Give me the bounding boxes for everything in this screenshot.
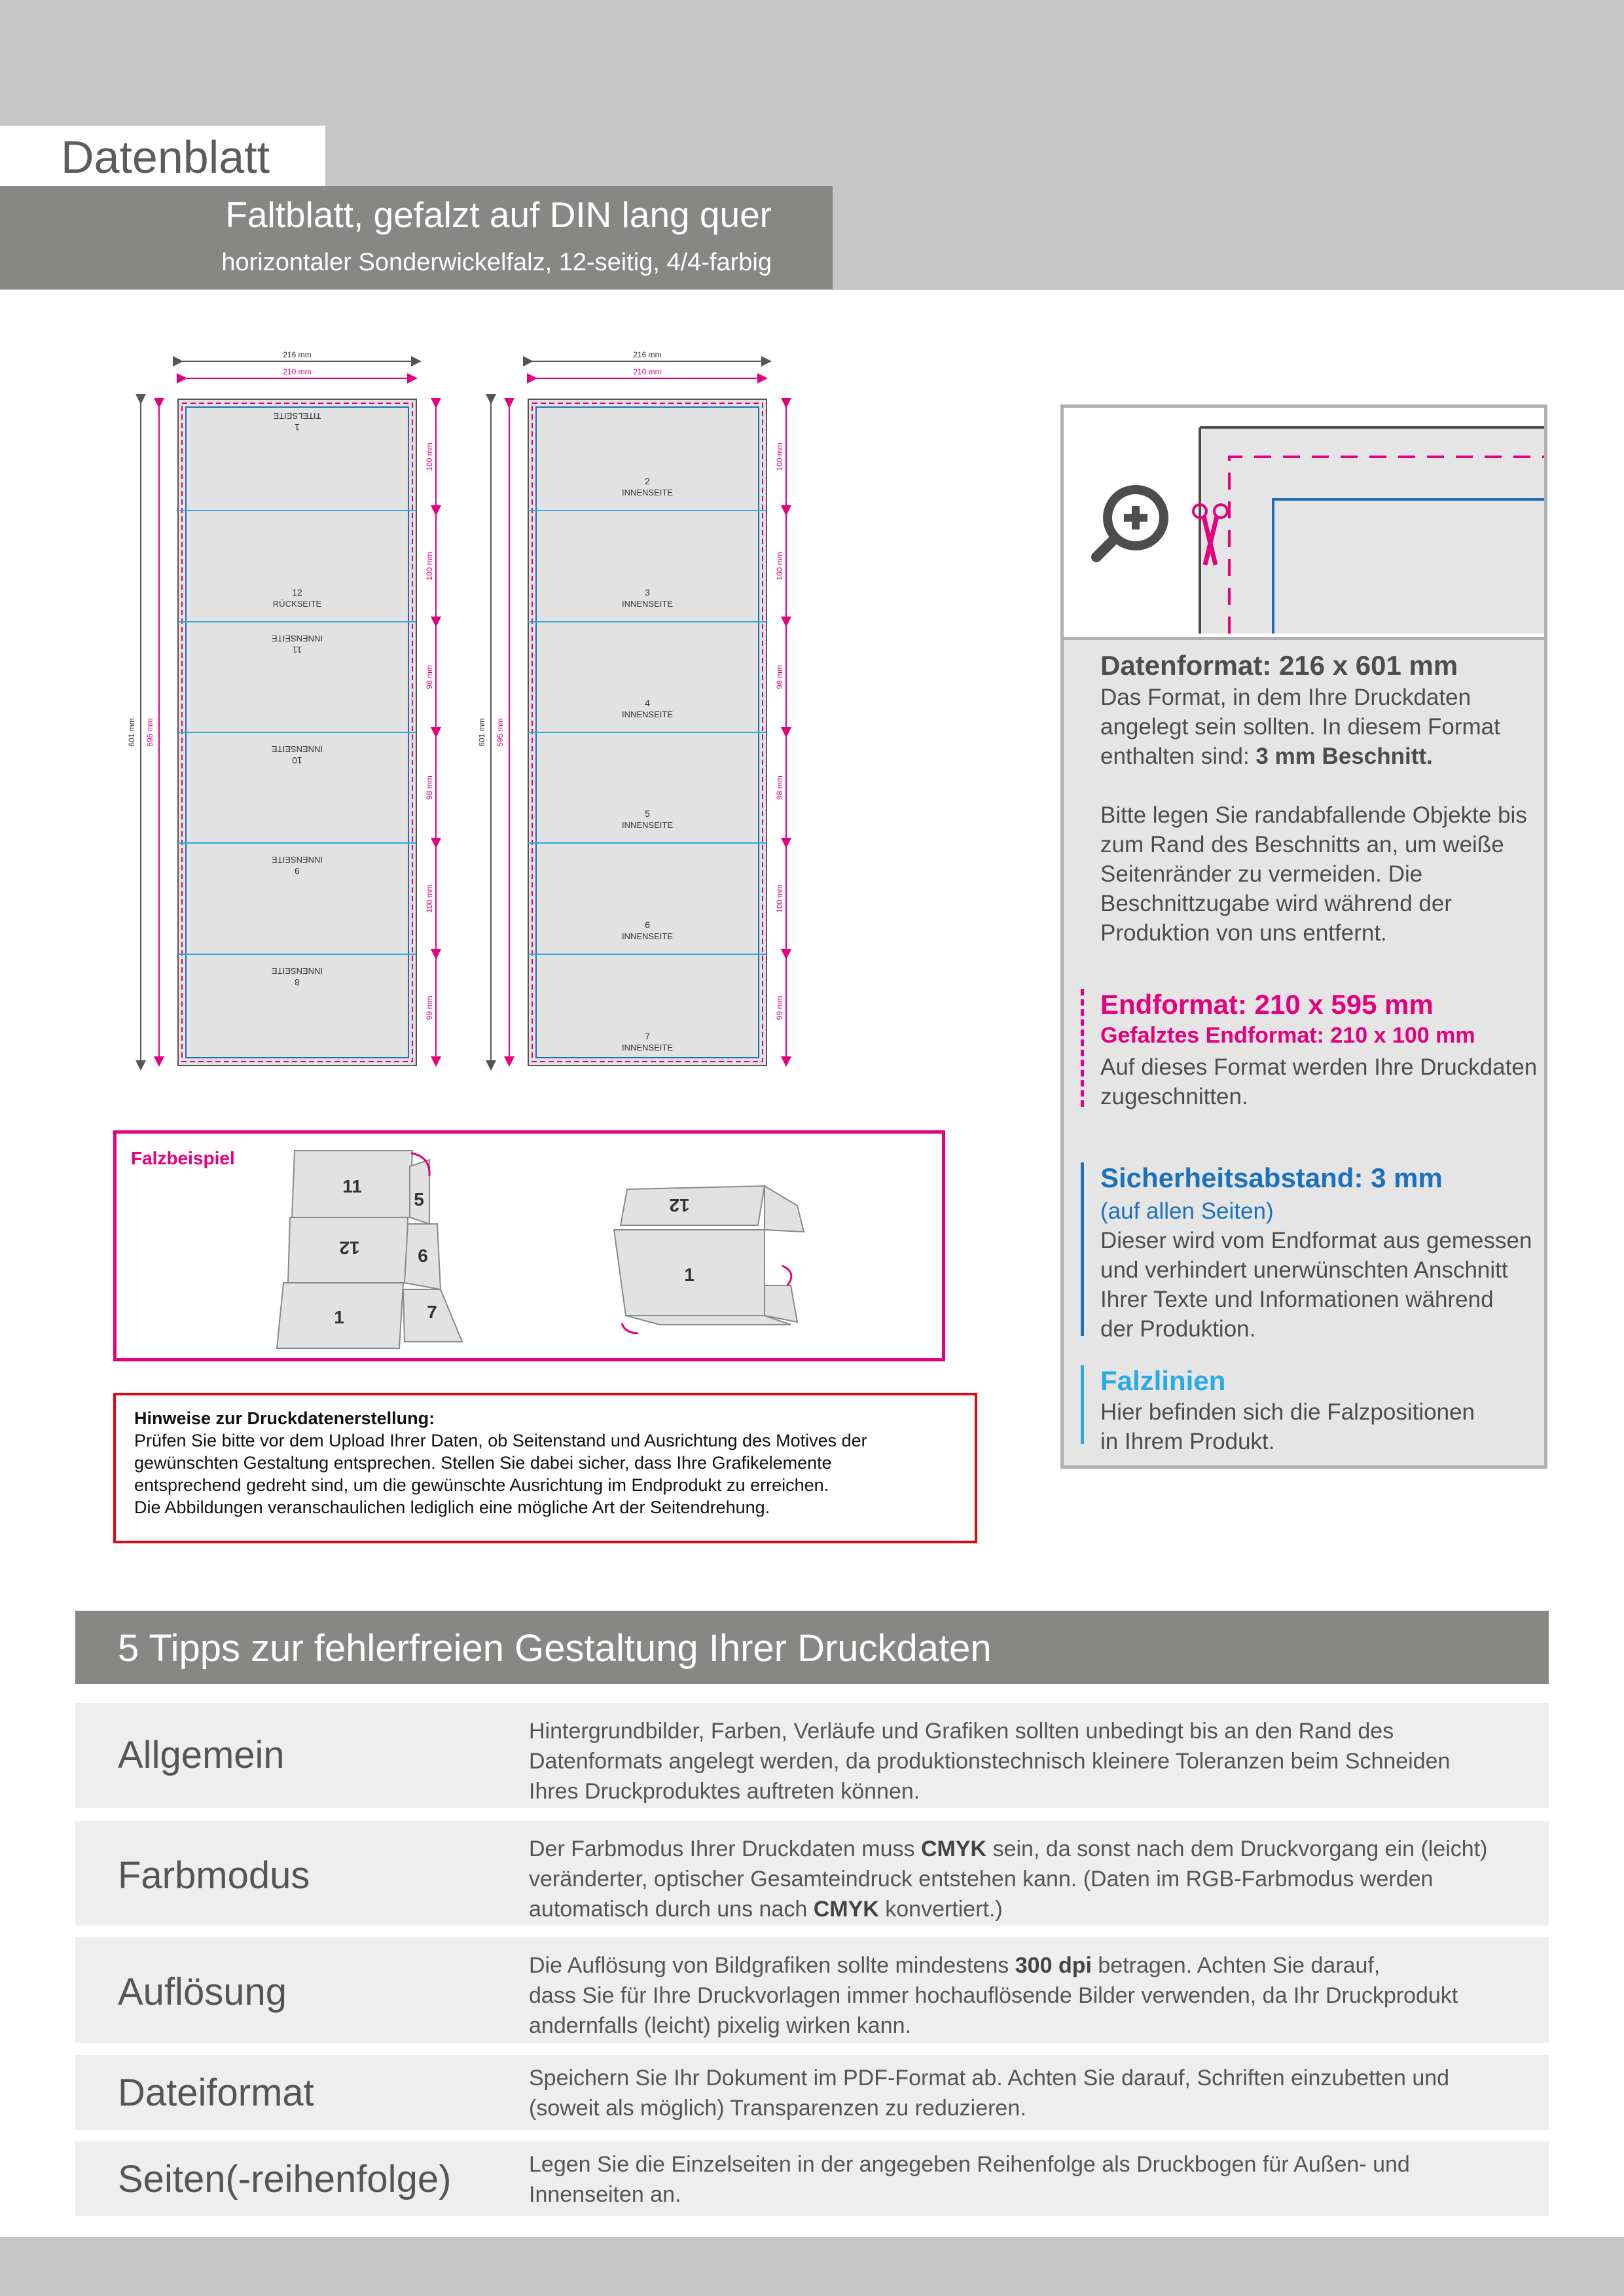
dim-label: 595 mm [145, 718, 154, 747]
dim-label: 100 mm [775, 442, 784, 471]
safety-subtitle: (auf allen Seiten) [1100, 1198, 1274, 1224]
text-line: Beschnittzugabe wird während der [1100, 891, 1452, 916]
panel-name: INNENSEITE [271, 966, 323, 976]
text-line: andernfalls (leicht) pixelig wirken kann. [529, 2013, 911, 2038]
tip-row-farbmodus [75, 1821, 1549, 1926]
text-bold: 3 mm Beschnitt. [1255, 744, 1433, 769]
bleed-text [1100, 800, 1527, 948]
dim-label: 100 mm [425, 442, 434, 471]
tip-text [529, 1716, 1537, 1806]
title-bar [0, 186, 833, 289]
text-line [529, 1894, 1537, 1924]
svg-text:12: 12 [339, 1238, 360, 1258]
dim-label: 100 mm [425, 552, 434, 581]
panel-number: 8 [295, 977, 300, 988]
sheet-inside [477, 350, 786, 1066]
text-fragment: konvertiert.) [878, 1897, 1003, 1922]
text-line: angelegt sein sollten. In diesem Format [1100, 714, 1500, 740]
format-illustration [1064, 408, 1544, 640]
print-hints-box [113, 1393, 977, 1543]
text-line: Legen Sie die Einzelseiten in der angegeben Reihenfolge als Druckbogen für Außen- und [529, 2152, 1410, 2177]
text-fragment: enthalten sind: [1100, 744, 1256, 769]
panel-name: INNENSEITE [621, 1043, 674, 1052]
fold-example-box [113, 1130, 945, 1361]
panel-name: INNENSEITE [621, 931, 674, 941]
dim-label: 100 mm [775, 884, 784, 913]
dim-label: 210 mm [283, 367, 312, 376]
svg-text:1: 1 [684, 1265, 695, 1285]
panel-name: TITELSEITE [273, 411, 321, 421]
text-line: Ihres Druckproduktes auftreten können. [529, 1779, 920, 1804]
tip-row-aufloesung [75, 1937, 1549, 2043]
layout-diagram [118, 340, 825, 1073]
panel-number: 7 [645, 1031, 650, 1041]
tips-header [75, 1611, 1549, 1684]
tips-title: 5 Tipps zur fehlerfreien Gestaltung Ihrer Druckdaten [118, 1627, 992, 1670]
text-line: und verhindert unerwünschten Anschnitt [1100, 1257, 1508, 1283]
dim-label: 99 mm [775, 996, 784, 1020]
svg-text:7: 7 [427, 1302, 437, 1322]
text-line: Das Format, in dem Ihre Druckdaten [1100, 685, 1471, 710]
fold-example-illustration [117, 1134, 942, 1358]
panel-name: INNENSEITE [271, 855, 323, 865]
text-line: (soweit als möglich) Transparenzen zu reduzieren. [529, 2096, 1026, 2121]
svg-text:6: 6 [418, 1246, 428, 1266]
dim-label: 100 mm [425, 884, 434, 913]
tip-label: Dateiformat [118, 2072, 314, 2114]
svg-text:11: 11 [342, 1176, 362, 1196]
svg-text:12: 12 [669, 1195, 690, 1215]
hints-line: entsprechend gedreht sind, um die gewünschte Ausrichtung im Endprodukt zu erreichen. [134, 1475, 829, 1495]
text-fragment: Die Auflösung von Bildgrafiken sollte mindestens [529, 1953, 1015, 1978]
product-title: Faltblatt, gefalzt auf DIN lang quer [225, 194, 772, 235]
text-line [529, 1950, 1537, 1981]
tip-label: Farbmodus [118, 1854, 310, 1897]
panel-number: 1 [295, 422, 300, 433]
hints-line: Die Abbildungen veranschaulichen lediglich eine mögliche Art der Seitendrehung. [134, 1498, 770, 1517]
tip-text [529, 2063, 1537, 2123]
text-line: Bitte legen Sie randabfallende Objekte bis [1100, 802, 1527, 828]
text-line: Innenseiten an. [529, 2182, 681, 2207]
svg-text:1: 1 [334, 1307, 344, 1327]
dim-label: 100 mm [775, 552, 784, 581]
tip-label: Seiten(-reihenfolge) [118, 2158, 452, 2200]
falzlinien-title: Falzlinien [1100, 1365, 1226, 1396]
text-line: dass Sie für Ihre Druckvorlagen immer hochauflösende Bilder verwenden, da Ihr Druckprodukt [529, 1983, 1458, 2008]
tip-row-allgemein [75, 1703, 1549, 1808]
tip-label: Allgemein [118, 1734, 285, 1776]
dim-label: 98 mm [775, 776, 784, 800]
text-line: zugeschnitten. [1100, 1084, 1248, 1109]
panel-number: 2 [645, 476, 650, 486]
dim-label: 98 mm [425, 665, 434, 689]
tip-text [529, 1950, 1537, 2041]
panel-number: 11 [292, 645, 302, 655]
panel-number: 6 [645, 920, 650, 930]
text-line: Ihrer Texte und Informationen während [1100, 1287, 1494, 1312]
hints-line: Prüfen Sie bitte vor dem Upload Ihrer Daten, ob Seitenstand und Ausrichtung des Motives der [134, 1431, 867, 1450]
panel-name: INNENSEITE [621, 488, 674, 497]
header-tab [0, 126, 325, 186]
panel-name: INNENSEITE [271, 634, 323, 643]
safety-title: Sicherheitsabstand: 3 mm [1100, 1162, 1443, 1193]
text-line: Auf dieses Format werden Ihre Druckdaten [1100, 1054, 1538, 1080]
panel-number: 5 [645, 808, 650, 819]
panel-number: 4 [645, 698, 650, 708]
panel-number: 12 [292, 587, 302, 598]
tip-text [529, 2149, 1537, 2210]
safety-text [1100, 1226, 1532, 1344]
text-line: Datenformats angelegt werden, da produktionstechnisch kleinere Toleranzen beim Schneiden [529, 1749, 1451, 1774]
dim-label: 595 mm [496, 718, 505, 747]
text-bold: 300 dpi [1015, 1953, 1092, 1978]
tip-row-seiten [75, 2142, 1549, 2216]
panel-name: INNENSEITE [621, 599, 674, 609]
dim-label: 601 mm [477, 718, 486, 747]
text-line: Speichern Sie Ihr Dokument im PDF-Format ab. Achten Sie darauf, Schriften einzubetten und [529, 2066, 1450, 2090]
text-fragment: automatisch durch uns nach [529, 1897, 814, 1922]
endformat-subtitle: Gefalztes Endformat: 210 x 100 mm [1100, 1023, 1475, 1048]
panel-name: INNENSEITE [621, 709, 674, 719]
dim-label: 216 mm [633, 350, 662, 359]
datenformat-title: Datenformat: 216 x 601 mm [1100, 650, 1458, 681]
dim-label: 99 mm [425, 996, 434, 1020]
panel-name: INNENSEITE [271, 744, 323, 754]
svg-text:5: 5 [414, 1189, 424, 1210]
product-subtitle: horizontaler Sonderwickelfalz, 12-seitig, 4/4-farbig [221, 249, 772, 276]
text-line: zum Rand des Beschnitts an, um weiße [1100, 832, 1504, 857]
text-fragment: betragen. Achten Sie darauf, [1091, 1953, 1380, 1978]
page-title: Datenblatt [61, 132, 270, 183]
text-line [529, 1834, 1537, 1864]
panel-name: RÜCKSEITE [272, 599, 322, 609]
text-bold: CMYK [920, 1837, 987, 1861]
datenformat-text [1100, 683, 1500, 771]
text-bold: CMYK [813, 1897, 879, 1922]
hints-title: Hinweise zur Druckdatenerstellung: [134, 1408, 435, 1428]
dim-label: 98 mm [425, 776, 434, 800]
panel-number: 9 [295, 866, 300, 876]
tip-text [529, 1834, 1537, 1924]
text-line: in Ihrem Produkt. [1100, 1429, 1275, 1454]
fold-marker [1081, 1365, 1084, 1444]
panel-name: INNENSEITE [621, 820, 674, 830]
text-line [1100, 742, 1500, 771]
text-line: der Produktion. [1100, 1316, 1256, 1342]
safety-marker [1081, 1162, 1084, 1336]
text-line: Hier befinden sich die Falzpositionen [1100, 1399, 1475, 1425]
tip-label: Auflösung [118, 1971, 287, 2013]
dim-label: 210 mm [633, 367, 662, 376]
dim-label: 98 mm [775, 665, 784, 689]
text-fragment: sein, da sonst nach dem Druckvorgang ein (leicht) [986, 1837, 1488, 1861]
text-line: Produktion von uns entfernt. [1100, 920, 1387, 946]
dim-label: 601 mm [127, 718, 136, 747]
text-line: veränderter, optischer Gesamteindruck entstehen kann. (Daten im RGB-Farbmodus werden [529, 1867, 1434, 1892]
panel-number: 3 [645, 587, 650, 598]
panel-number: 10 [292, 755, 302, 766]
text-fragment: Der Farbmodus Ihrer Druckdaten muss [529, 1837, 921, 1861]
endformat-marker [1081, 989, 1084, 1107]
text-line: Seitenränder zu vermeiden. Die [1100, 861, 1423, 887]
falzlinien-text [1100, 1397, 1475, 1456]
endformat-title: Endformat: 210 x 595 mm [1100, 989, 1434, 1020]
fold-example-label: Falzbeispiel [131, 1148, 235, 1168]
sheet-outside [127, 350, 436, 1066]
bottom-band [0, 2237, 1624, 2296]
text-line: Hintergrundbilder, Farben, Verläufe und Grafiken sollten unbedingt bis an den Rand des [529, 1719, 1394, 1744]
info-panel [1060, 404, 1547, 1469]
text-line: Dieser wird vom Endformat aus gemessen [1100, 1228, 1532, 1253]
hints-line: gewünschten Gestaltung entsprechen. Stellen Sie dabei sicher, dass Ihre Grafikelemente [134, 1453, 832, 1473]
zoom-icon [1096, 485, 1168, 557]
tip-row-dateiformat [75, 2055, 1549, 2130]
dim-label: 216 mm [283, 350, 312, 359]
endformat-text [1100, 1052, 1537, 1111]
